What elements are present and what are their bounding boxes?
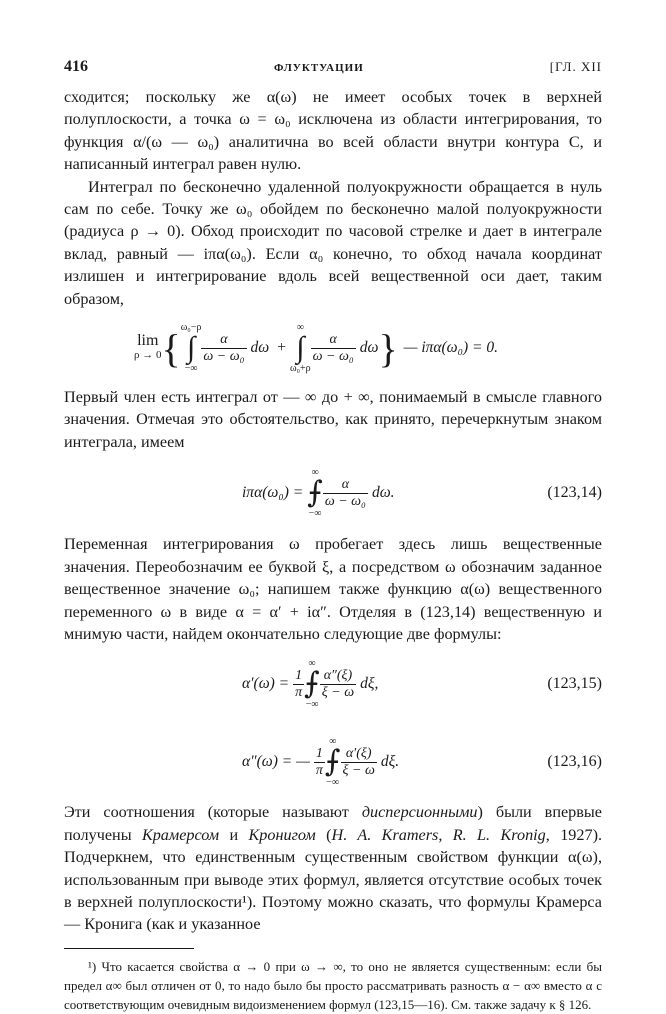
paragraph-5 xyxy=(64,801,602,935)
f3-coef-num: 1 xyxy=(293,668,304,685)
frac2-num: α xyxy=(311,332,356,349)
crossed-integral-sign: ⨍ xyxy=(307,476,323,510)
formula-123-15 xyxy=(64,645,602,723)
name-kronig: Кронигом xyxy=(248,825,316,844)
formula-limit xyxy=(64,310,602,386)
f4-coef-num: 1 xyxy=(314,746,325,763)
lim-text: lim xyxy=(137,332,159,350)
crossed-integral-sign: ⨍ xyxy=(324,745,341,779)
int2-upper: ∞ xyxy=(296,322,304,334)
frac1-num: α xyxy=(201,332,246,349)
crossed-integral-sign: ⨍ xyxy=(304,667,320,701)
f3-coef-den: π xyxy=(295,684,303,700)
equation-number-123-15: (123,15) xyxy=(547,675,602,693)
term-dispersion: дисперсионными xyxy=(361,803,478,822)
f4-differential: dξ. xyxy=(380,753,400,771)
f4-lower: −∞ xyxy=(326,777,340,789)
int2-lower: ω₀+ρ xyxy=(289,363,311,375)
paragraph-4: Переменная интегрирования ω пробегает здесь лишь вещественные значения. Переобозначим ее буквой ξ, а посредством ω обозначим заданное вещественное значение ω₀; напишем также функцию α(ω) вещественного переменного ω в виде α = α′ + iα″. Отделяя в (123,14) вещественную и мнимую части, найдем окончательно следующие две формулы: xyxy=(64,535,602,643)
f2-num: α xyxy=(323,477,368,494)
plus-sign: + xyxy=(277,339,286,357)
frac2-den: ω − ω₀ xyxy=(312,348,354,364)
f3-differential: dξ, xyxy=(360,675,379,693)
lim-sub: ρ → 0 xyxy=(134,349,162,362)
f3-upper: ∞ xyxy=(308,658,316,670)
int1-upper: ω₀−ρ xyxy=(180,322,202,334)
int1-lower: −∞ xyxy=(184,363,198,375)
fraction-2 xyxy=(311,332,356,365)
f4-coef-den: π xyxy=(315,762,323,778)
paragraph-1: сходится; поскольку же α(ω) не имеет особых точек в верхней полуплоскости, а точка ω = ω₀ исключена из области интегрирования, то функция α/(ω — ω₀) аналитична во всей области внутри контура C, и написанный интеграл равен нулю. xyxy=(64,88,602,174)
f3-num: α″(ξ) xyxy=(320,668,356,685)
paragraph-3: Первый член есть интеграл от — ∞ до + ∞, понимаемый в смысле главного значения. Отмечая это обстоятельство, как принято, перечеркнутым знаком интеграла, имеем xyxy=(64,388,602,451)
f2-lower: −∞ xyxy=(308,508,322,520)
f3-den: ξ − ω xyxy=(321,684,355,700)
limit-operator xyxy=(134,334,162,362)
f4-fraction xyxy=(341,746,377,779)
left-brace: { xyxy=(161,325,181,371)
chapter-label: [ГЛ. XII xyxy=(549,59,602,74)
integral-sign: ∫ xyxy=(186,331,196,365)
p5-text-b: ) были впервые получены xyxy=(64,803,602,844)
f4-upper: ∞ xyxy=(329,736,337,748)
f2-lhs: iπα(ω₀) = xyxy=(242,484,304,502)
f4-lhs: α″(ω) = — xyxy=(242,753,310,771)
f3-integral xyxy=(304,658,320,710)
paragraph-2: Интеграл по бесконечно удаленной полуокружности обращается в нуль сам по себе. Точку же ω₀ обойдем по бесконечно малой полуокружности (радиуса ρ → 0). Обход происходит по часовой стрелке и дает в интеграле вклад, равный — iπα(ω₀). Если α₀ конечно, то обход начала координат излишен и интегрирование вдоль всей вещественной оси дает, таким образом, xyxy=(64,177,602,308)
p5-text-d: ( xyxy=(315,825,332,844)
equation-number-123-14: (123,14) xyxy=(547,484,602,502)
p5-text-e: , 1927). Подчеркнем, что единственным существенным свойством функции α(ω), использованным при выводе этих формул, является отсутствие особых точек в верхней полуплоскости¹). Поэтому можно сказать, что формулы Крамерса — Кронига (как и указанное xyxy=(64,825,603,934)
differential-1: dω xyxy=(250,339,270,357)
f2-den: ω − ω₀ xyxy=(324,493,366,509)
p5-text-a: Эти соотношения (которые называют xyxy=(64,803,362,822)
f4-integral xyxy=(325,736,341,788)
integral-sign: ∫ xyxy=(296,331,305,365)
f4-den: ξ − ω xyxy=(342,762,375,778)
formula-1-rhs: — iπα(ω₀) = 0. xyxy=(403,339,499,357)
footnote-divider xyxy=(64,948,194,949)
f3-lhs: α′(ω) = xyxy=(242,675,290,693)
citation-authors: H. A. Kramers, R. L. Kronig xyxy=(331,825,546,844)
integral-2 xyxy=(290,322,311,374)
principal-integral xyxy=(307,467,323,519)
footnote-1: ¹) Что касается свойства α → 0 при ω → ∞, то оно не является существенным: если бы предел α∞ был отличен от 0, то надо было бы просто рассматривать разность α − α∞ вместо α с соответствующим очевидным видоизменением формул (123,15—16). См. также задачу к § 126. xyxy=(64,958,602,1012)
right-brace: } xyxy=(378,325,398,371)
fraction-1 xyxy=(201,332,246,365)
frac1-den: ω − ω₀ xyxy=(203,348,245,364)
f3-coef xyxy=(293,668,304,701)
f4-coef xyxy=(314,746,325,779)
f3-lower: −∞ xyxy=(305,699,319,711)
f2-fraction xyxy=(323,477,368,510)
f4-num: α′(ξ) xyxy=(341,746,377,763)
running-title: ФЛУКТУАЦИИ xyxy=(273,62,364,74)
f2-upper: ∞ xyxy=(311,467,319,479)
integral-1 xyxy=(181,322,202,374)
formula-123-16 xyxy=(64,723,602,801)
p5-text-c: и xyxy=(219,825,249,844)
book-page xyxy=(64,58,602,1014)
page-number: 416 xyxy=(64,58,88,75)
page-header xyxy=(64,58,602,76)
equation-number-123-16: (123,16) xyxy=(547,753,602,771)
formula-123-14 xyxy=(64,453,602,533)
name-kramers: Крамерсом xyxy=(141,825,220,844)
f2-differential: dω. xyxy=(371,484,395,502)
differential-2: dω xyxy=(359,339,379,357)
f3-fraction xyxy=(320,668,356,701)
